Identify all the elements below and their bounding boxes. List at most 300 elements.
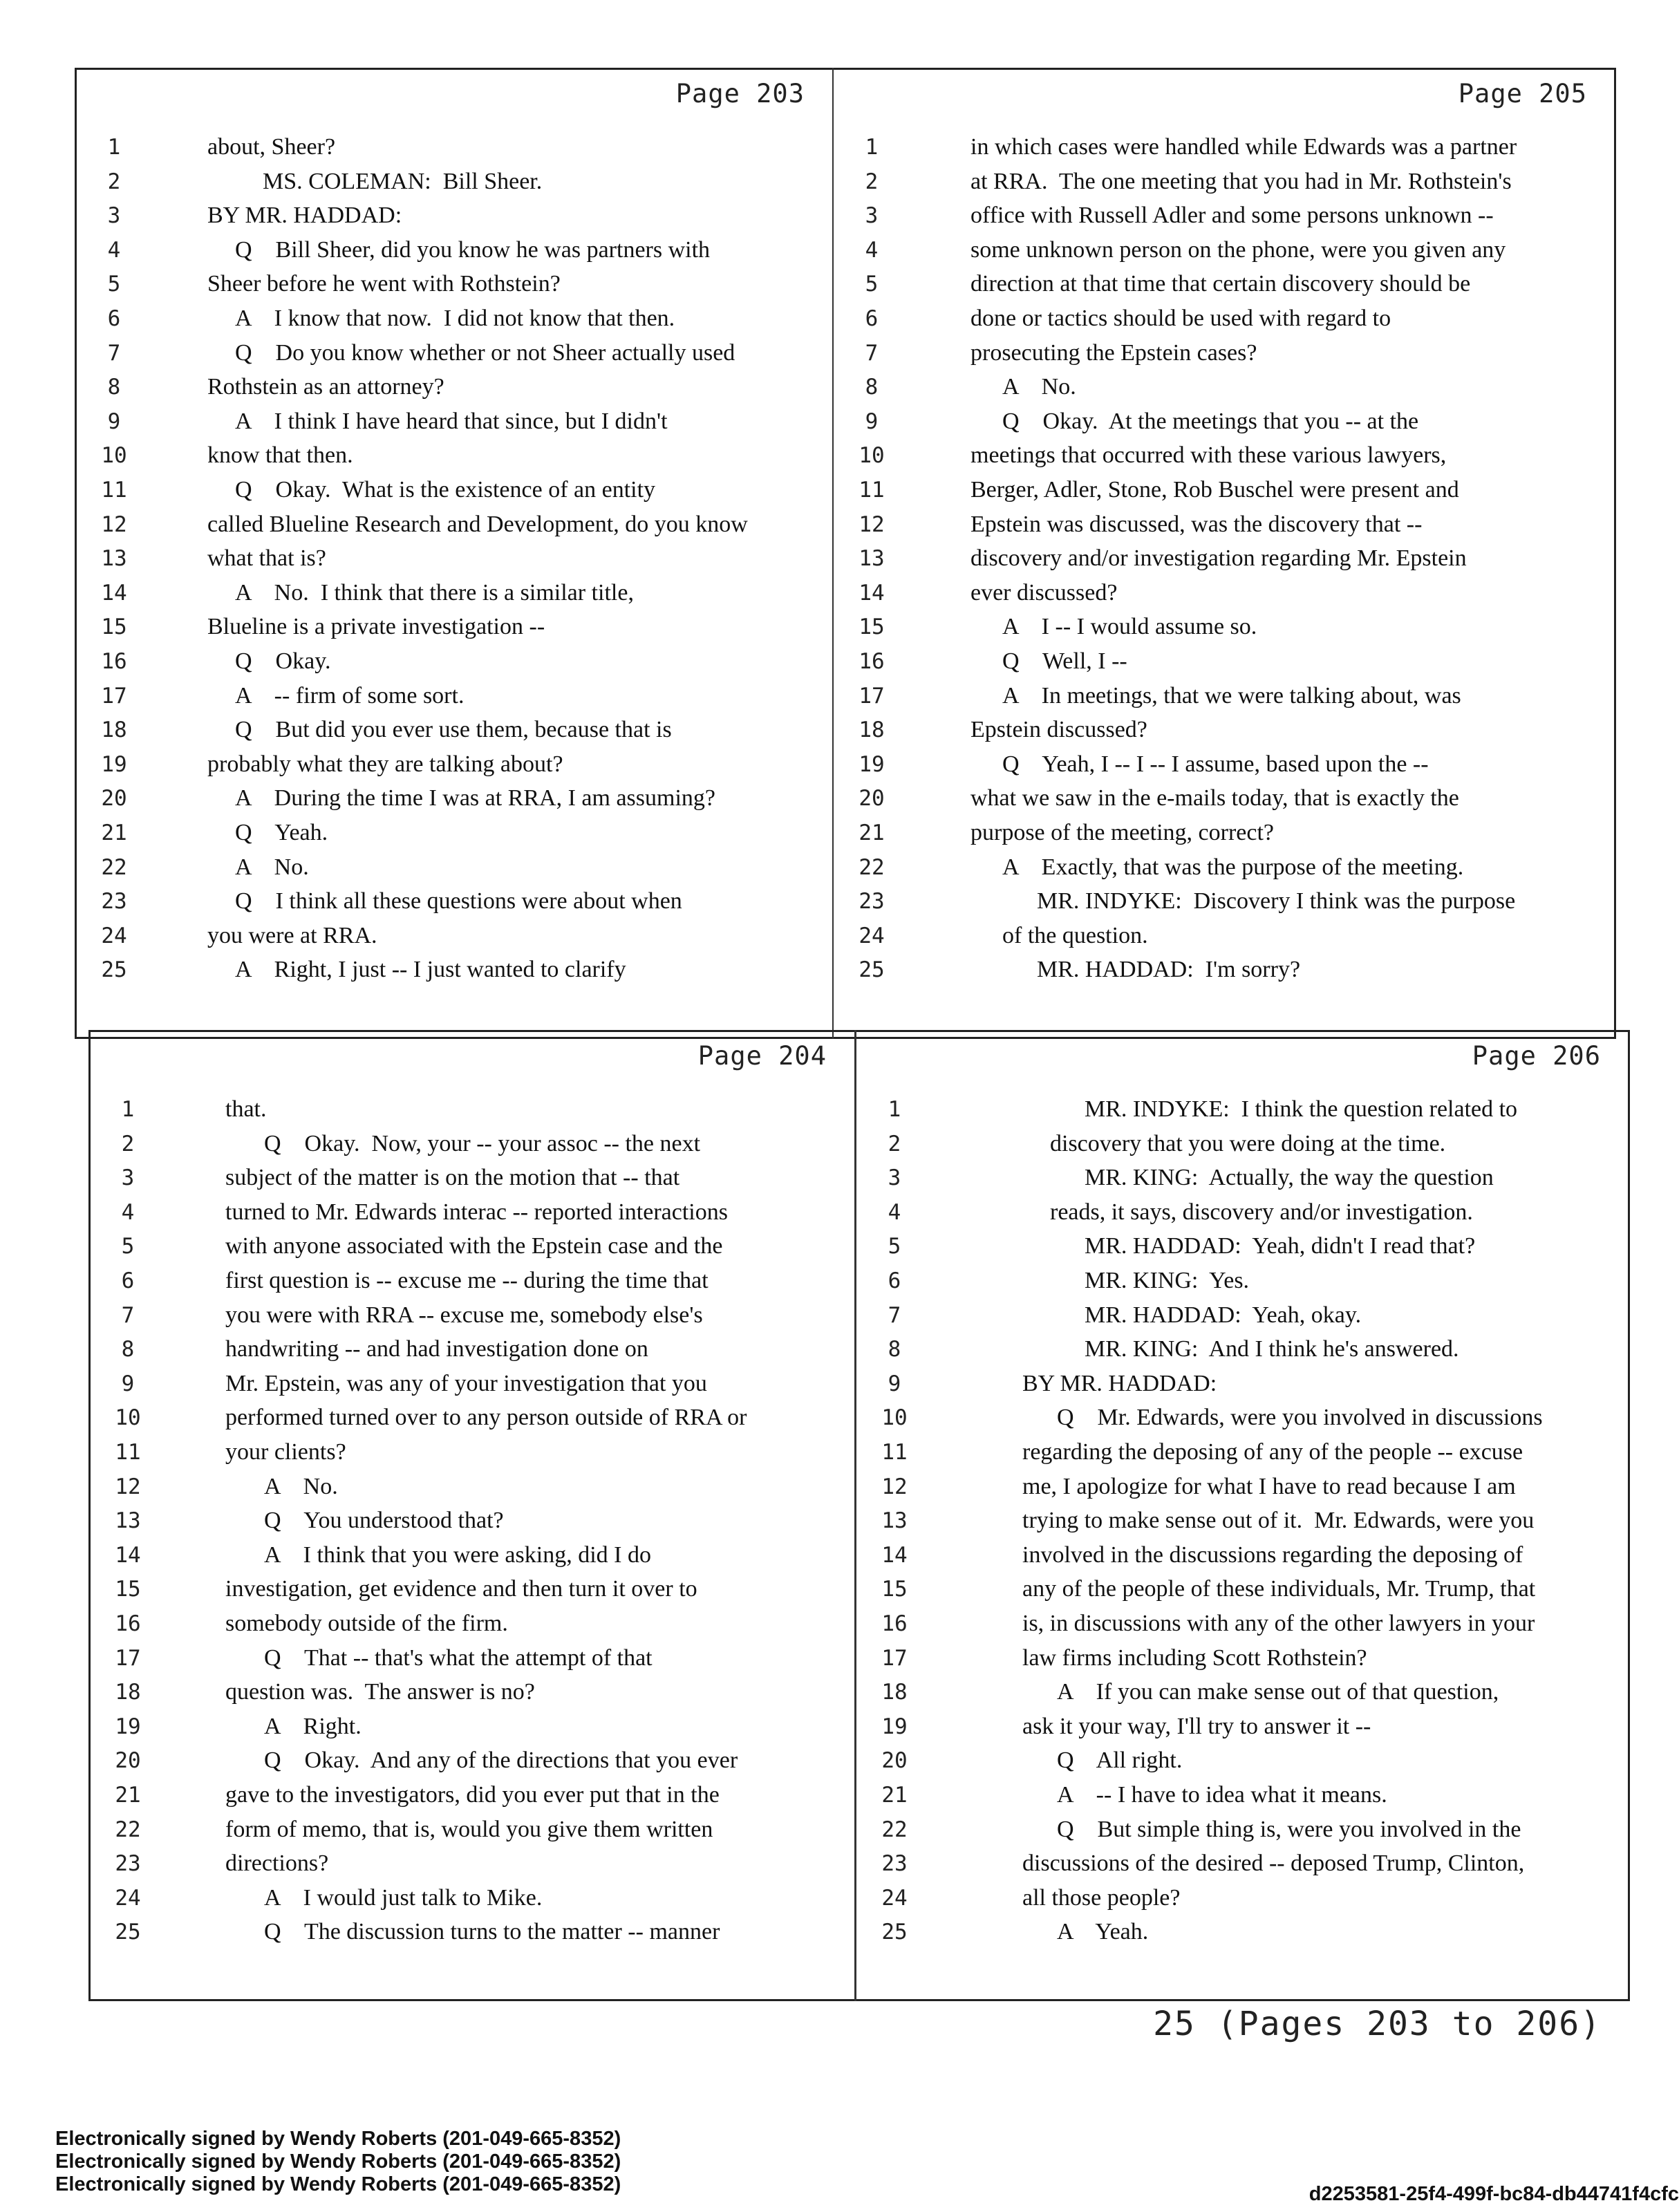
line-text: A -- firm of some sort. bbox=[235, 682, 465, 709]
line-text: in which cases were handled while Edwards was a partner bbox=[970, 134, 1517, 160]
transcript-line bbox=[856, 1400, 1629, 1435]
transcript-line bbox=[856, 1298, 1629, 1333]
line-text: Q Okay. At the meetings that you -- at the bbox=[1002, 408, 1419, 434]
line-text: prosecuting the Epstein cases? bbox=[970, 339, 1257, 366]
line-number: 4 bbox=[121, 1199, 135, 1225]
transcript-line bbox=[90, 1915, 854, 1949]
transcript-line bbox=[834, 747, 1615, 782]
line-number: 11 bbox=[881, 1440, 908, 1465]
transcript-line bbox=[834, 781, 1615, 816]
line-number: 20 bbox=[115, 1748, 141, 1774]
line-text: Q But did you ever use them, because that is bbox=[235, 717, 672, 743]
line-text: A During the time I was at RRA, I am assuming? bbox=[235, 785, 716, 812]
line-number: 8 bbox=[865, 375, 879, 400]
line-text: purpose of the meeting, correct? bbox=[970, 820, 1274, 845]
line-text: A Exactly, that was the purpose of the meeting. bbox=[1002, 854, 1464, 880]
line-text: probably what they are talking about? bbox=[207, 751, 563, 777]
line-text: A I -- I would assume so. bbox=[1002, 614, 1257, 640]
line-number: 15 bbox=[115, 1577, 141, 1602]
line-text: Q Mr. Edwards, were you involved in discussions bbox=[1057, 1405, 1543, 1431]
line-text: Q Bill Sheer, did you know he was partners with bbox=[235, 236, 711, 263]
line-text: reads, it says, discovery and/or investigation. bbox=[1050, 1199, 1473, 1225]
signature-line: Electronically signed by Wendy Roberts (201-049-665-8352) bbox=[55, 2128, 621, 2150]
line-number: 14 bbox=[859, 580, 885, 606]
line-number: 2 bbox=[865, 169, 879, 194]
line-number: 19 bbox=[859, 751, 885, 777]
transcript-line bbox=[834, 919, 1615, 953]
line-number: 4 bbox=[865, 237, 879, 263]
line-number: 18 bbox=[859, 718, 885, 743]
line-number: 25 bbox=[115, 1920, 141, 1945]
line-text: Epstein was discussed, was the discovery that -- bbox=[970, 511, 1423, 537]
line-number: 3 bbox=[888, 1165, 901, 1191]
line-text: question was. The answer is no? bbox=[225, 1679, 535, 1705]
transcript-line bbox=[76, 850, 832, 885]
transcript-line bbox=[76, 781, 832, 816]
line-text: regarding the deposing of any of the people -- excuse bbox=[1022, 1439, 1523, 1465]
transcript-line bbox=[856, 1812, 1629, 1847]
line-text: trying to make sense out of it. Mr. Edwards, were you bbox=[1022, 1508, 1535, 1534]
line-text: BY MR. HADDAD: bbox=[207, 203, 402, 229]
line-number: 13 bbox=[115, 1508, 141, 1534]
transcript-line bbox=[834, 541, 1615, 576]
line-number: 3 bbox=[107, 203, 121, 229]
page-number-label: Page 205 bbox=[1458, 79, 1587, 109]
transcript-line bbox=[90, 1572, 854, 1606]
signature-line: Electronically signed by Wendy Roberts (201-049-665-8352) bbox=[55, 2150, 621, 2173]
transcript-line bbox=[76, 679, 832, 713]
line-number: 10 bbox=[859, 443, 885, 469]
transcript-line bbox=[76, 130, 832, 165]
line-number: 24 bbox=[115, 1885, 141, 1911]
transcript-line bbox=[76, 576, 832, 610]
line-text: discovery that you were doing at the time. bbox=[1050, 1130, 1446, 1156]
transcript-line bbox=[90, 1092, 854, 1127]
pages-summary: 25 (Pages 203 to 206) bbox=[1153, 2005, 1602, 2043]
line-text: A Yeah. bbox=[1057, 1919, 1149, 1945]
line-number: 10 bbox=[101, 443, 127, 469]
transcript-line bbox=[856, 1641, 1629, 1676]
line-text: Q That -- that's what the attempt of that bbox=[264, 1644, 653, 1671]
transcript-line bbox=[856, 1367, 1629, 1401]
line-text: involved in the discussions regarding the deposing of bbox=[1022, 1541, 1523, 1568]
line-number: 1 bbox=[107, 135, 121, 160]
line-text: Q The discussion turns to the matter -- manner bbox=[264, 1919, 720, 1945]
line-text: MR. HADDAD: Yeah, didn't I read that? bbox=[1085, 1233, 1476, 1259]
line-text: me, I apologize for what I have to read because I am bbox=[1022, 1473, 1516, 1499]
line-text: Blueline is a private investigation -- bbox=[207, 614, 545, 640]
transcript-line bbox=[834, 370, 1615, 404]
line-text: discovery and/or investigation regarding Mr. Epstein bbox=[970, 545, 1467, 572]
signature-line: Electronically signed by Wendy Roberts (201-049-665-8352) bbox=[55, 2173, 621, 2195]
line-number: 1 bbox=[121, 1097, 135, 1122]
line-text: MR. KING: Yes. bbox=[1085, 1268, 1250, 1293]
transcript-line bbox=[90, 1675, 854, 1709]
line-number: 8 bbox=[121, 1337, 135, 1362]
line-text: Q I think all these questions were about when bbox=[235, 888, 682, 915]
line-text: A -- I have to idea what it means. bbox=[1057, 1782, 1387, 1808]
transcript-line bbox=[856, 1332, 1629, 1367]
transcript-line bbox=[856, 1538, 1629, 1573]
line-text: know that then. bbox=[207, 442, 353, 469]
transcript-line bbox=[856, 1915, 1629, 1949]
line-text: your clients? bbox=[225, 1439, 346, 1465]
line-text: of the question. bbox=[1002, 922, 1148, 948]
line-text: law firms including Scott Rothstein? bbox=[1022, 1644, 1367, 1671]
line-text: that. bbox=[225, 1096, 267, 1122]
line-number: 22 bbox=[859, 854, 885, 880]
panel-page-203 bbox=[76, 69, 832, 1037]
transcript-line bbox=[834, 165, 1615, 199]
line-number: 6 bbox=[888, 1268, 901, 1293]
transcript-line bbox=[834, 576, 1615, 610]
transcript-line bbox=[834, 507, 1615, 542]
line-text: BY MR. HADDAD: bbox=[1022, 1370, 1217, 1396]
transcript-line bbox=[76, 507, 832, 542]
transcript-line bbox=[90, 1264, 854, 1298]
page-number-label: Page 203 bbox=[675, 79, 805, 109]
line-text: MR. HADDAD: I'm sorry? bbox=[1037, 957, 1301, 983]
line-text: Q Yeah, I -- I -- I assume, based upon the -- bbox=[1002, 751, 1429, 777]
line-text: investigation, get evidence and then turn it over to bbox=[225, 1576, 697, 1602]
line-text: Q You understood that? bbox=[264, 1508, 504, 1534]
line-text: meetings that occurred with these various lawyers, bbox=[970, 442, 1447, 469]
line-number: 7 bbox=[107, 340, 121, 366]
line-text: Mr. Epstein, was any of your investigation that you bbox=[225, 1370, 707, 1396]
line-number: 11 bbox=[101, 478, 127, 503]
document-hash: d2253581-25f4-499f-bc84-db44741f4cfc bbox=[1309, 2183, 1679, 2205]
panel-page-206 bbox=[856, 1031, 1629, 1999]
line-text: MR. KING: Actually, the way the question bbox=[1085, 1165, 1494, 1191]
line-text: subject of the matter is on the motion that -- that bbox=[225, 1165, 680, 1191]
transcript-line bbox=[856, 1435, 1629, 1470]
transcript-line bbox=[834, 233, 1615, 268]
transcript-line bbox=[76, 198, 832, 233]
line-text: Rothstein as an attorney? bbox=[207, 374, 444, 400]
line-number: 6 bbox=[865, 306, 879, 331]
transcript-line bbox=[76, 336, 832, 371]
line-text: direction at that time that certain discovery should be bbox=[970, 271, 1471, 297]
transcript-line bbox=[90, 1846, 854, 1881]
line-text: office with Russell Adler and some persons unknown -- bbox=[970, 203, 1494, 229]
line-text: Q Yeah. bbox=[235, 820, 328, 845]
page-number-label: Page 204 bbox=[697, 1041, 827, 1071]
line-number: 23 bbox=[115, 1851, 141, 1877]
line-number: 2 bbox=[888, 1131, 901, 1156]
line-text: Epstein discussed? bbox=[970, 717, 1147, 743]
transcript-line bbox=[76, 404, 832, 439]
line-number: 23 bbox=[859, 889, 885, 915]
transcript-line bbox=[90, 1538, 854, 1573]
line-number: 9 bbox=[121, 1371, 135, 1396]
line-text: A In meetings, that we were talking about, was bbox=[1002, 682, 1461, 709]
line-number: 22 bbox=[881, 1817, 908, 1842]
line-number: 25 bbox=[881, 1920, 908, 1945]
transcript-line bbox=[76, 919, 832, 953]
line-number: 5 bbox=[888, 1234, 901, 1259]
line-number: 18 bbox=[881, 1680, 908, 1705]
line-text: MR. INDYKE: I think the question related to bbox=[1085, 1096, 1518, 1122]
line-number: 2 bbox=[107, 169, 121, 194]
transcript-line bbox=[76, 370, 832, 404]
line-number: 24 bbox=[101, 923, 127, 948]
transcript-line bbox=[856, 1881, 1629, 1915]
line-number: 15 bbox=[859, 615, 885, 640]
line-number: 23 bbox=[881, 1851, 908, 1877]
page-number-label: Page 206 bbox=[1472, 1041, 1601, 1071]
line-number: 6 bbox=[121, 1268, 135, 1293]
line-number: 4 bbox=[107, 237, 121, 263]
line-text: Q Well, I -- bbox=[1002, 648, 1127, 674]
transcript-line bbox=[90, 1435, 854, 1470]
line-number: 19 bbox=[881, 1714, 908, 1739]
transcript-line bbox=[76, 713, 832, 747]
line-number: 22 bbox=[115, 1817, 141, 1842]
line-text: Sheer before he went with Rothstein? bbox=[207, 271, 561, 297]
line-text: A No. I think that there is a similar title, bbox=[235, 579, 634, 606]
transcript-line bbox=[90, 1470, 854, 1504]
transcript-line bbox=[856, 1743, 1629, 1778]
transcript-line bbox=[90, 1778, 854, 1812]
line-number: 17 bbox=[101, 683, 127, 709]
transcript-line bbox=[90, 1606, 854, 1641]
line-number: 4 bbox=[888, 1199, 901, 1225]
line-number: 16 bbox=[859, 649, 885, 674]
transcript-line bbox=[90, 1298, 854, 1333]
line-text: directions? bbox=[225, 1850, 329, 1877]
line-number: 8 bbox=[107, 375, 121, 400]
transcript-line bbox=[834, 198, 1615, 233]
line-text: about, Sheer? bbox=[207, 134, 336, 160]
line-number: 13 bbox=[101, 546, 127, 572]
line-text: discussions of the desired -- deposed Trump, Clinton, bbox=[1022, 1850, 1525, 1877]
transcript-line bbox=[856, 1127, 1629, 1161]
transcript-line bbox=[76, 541, 832, 576]
transcript-line bbox=[90, 1881, 854, 1915]
transcript-line bbox=[834, 336, 1615, 371]
line-text: first question is -- excuse me -- during the time that bbox=[225, 1268, 709, 1293]
line-text: MR. INDYKE: Discovery I think was the purpose bbox=[1037, 888, 1516, 915]
transcript-line bbox=[834, 644, 1615, 679]
transcript-line bbox=[90, 1367, 854, 1401]
line-number: 17 bbox=[115, 1645, 141, 1671]
line-text: ever discussed? bbox=[970, 579, 1118, 606]
transcript-line bbox=[856, 1229, 1629, 1264]
line-number: 17 bbox=[859, 683, 885, 709]
line-number: 16 bbox=[115, 1611, 141, 1636]
transcript-line bbox=[90, 1812, 854, 1847]
line-number: 7 bbox=[121, 1302, 135, 1328]
transcript-line bbox=[834, 130, 1615, 165]
transcript-line bbox=[856, 1778, 1629, 1812]
line-text: gave to the investigators, did you ever put that in the bbox=[225, 1782, 720, 1808]
line-number: 19 bbox=[115, 1714, 141, 1739]
line-text: Q Okay. Now, your -- your assoc -- the next bbox=[264, 1130, 701, 1156]
line-text: is, in discussions with any of the other lawyers in your bbox=[1022, 1611, 1535, 1636]
line-number: 7 bbox=[888, 1302, 901, 1328]
transcript-line bbox=[90, 1400, 854, 1435]
line-number: 22 bbox=[101, 854, 127, 880]
line-text: what that is? bbox=[207, 545, 326, 572]
line-number: 13 bbox=[881, 1508, 908, 1534]
line-number: 19 bbox=[101, 751, 127, 777]
line-number: 21 bbox=[101, 821, 127, 845]
line-text: called Blueline Research and Development, do you know bbox=[207, 511, 748, 537]
line-number: 12 bbox=[859, 512, 885, 537]
transcript-line bbox=[90, 1127, 854, 1161]
transcript-line bbox=[76, 165, 832, 199]
line-number: 1 bbox=[865, 135, 879, 160]
line-text: Q All right. bbox=[1057, 1747, 1183, 1774]
transcript-line bbox=[834, 301, 1615, 336]
line-number: 23 bbox=[101, 889, 127, 915]
transcript-line bbox=[90, 1332, 854, 1367]
panel-page-204 bbox=[90, 1031, 854, 1999]
transcript-line bbox=[834, 267, 1615, 301]
line-number: 12 bbox=[115, 1474, 141, 1499]
transcript-line bbox=[76, 816, 832, 850]
line-number: 24 bbox=[881, 1885, 908, 1911]
line-number: 18 bbox=[101, 718, 127, 743]
transcript-line bbox=[856, 1572, 1629, 1606]
transcript-line bbox=[834, 404, 1615, 439]
line-text: at RRA. The one meeting that you had in Mr. Rothstein's bbox=[970, 168, 1512, 194]
line-text: A If you can make sense out of that question, bbox=[1057, 1679, 1499, 1705]
line-number: 13 bbox=[859, 546, 885, 572]
line-number: 14 bbox=[881, 1542, 908, 1568]
transcript-line bbox=[834, 473, 1615, 507]
line-number: 12 bbox=[881, 1474, 908, 1499]
transcript-line bbox=[834, 850, 1615, 885]
line-number: 12 bbox=[101, 512, 127, 537]
line-text: Q Okay. And any of the directions that you ever bbox=[264, 1747, 738, 1774]
line-text: done or tactics should be used with regard to bbox=[970, 306, 1391, 331]
transcript-line bbox=[76, 953, 832, 987]
transcript-line bbox=[90, 1195, 854, 1230]
transcript-line bbox=[90, 1503, 854, 1538]
line-text: A No. bbox=[264, 1473, 338, 1499]
line-number: 5 bbox=[865, 272, 879, 297]
line-number: 5 bbox=[121, 1234, 135, 1259]
line-number: 7 bbox=[865, 340, 879, 366]
line-number: 18 bbox=[115, 1680, 141, 1705]
line-text: Q But simple thing is, were you involved in the bbox=[1057, 1816, 1521, 1842]
line-number: 16 bbox=[881, 1611, 908, 1636]
line-text: Q Okay. bbox=[235, 648, 331, 674]
transcript-line bbox=[90, 1641, 854, 1676]
line-number: 9 bbox=[888, 1371, 901, 1396]
line-number: 16 bbox=[101, 649, 127, 674]
line-number: 17 bbox=[881, 1645, 908, 1671]
transcript-line bbox=[856, 1470, 1629, 1504]
line-text: handwriting -- and had investigation done on bbox=[225, 1336, 648, 1362]
line-text: you were with RRA -- excuse me, somebody else's bbox=[225, 1302, 703, 1328]
transcript-line bbox=[90, 1709, 854, 1744]
line-number: 20 bbox=[101, 786, 127, 812]
transcript-line bbox=[76, 473, 832, 507]
line-text: A I think I have heard that since, but I didn't bbox=[235, 408, 668, 434]
line-text: Berger, Adler, Stone, Rob Buschel were present and bbox=[970, 477, 1459, 503]
line-number: 15 bbox=[101, 615, 127, 640]
line-text: with anyone associated with the Epstein case and the bbox=[225, 1233, 723, 1259]
transcript-line bbox=[856, 1846, 1629, 1881]
line-text: ask it your way, I'll try to answer it -- bbox=[1022, 1713, 1371, 1739]
transcript-line bbox=[834, 679, 1615, 713]
transcript-line bbox=[76, 301, 832, 336]
transcript-line bbox=[76, 644, 832, 679]
line-text: MR. HADDAD: Yeah, okay. bbox=[1085, 1302, 1362, 1328]
transcript-line bbox=[90, 1161, 854, 1195]
line-number: 25 bbox=[101, 957, 127, 983]
line-text: Q Do you know whether or not Sheer actually used bbox=[235, 339, 735, 366]
panel-page-205 bbox=[834, 69, 1615, 1037]
line-number: 10 bbox=[881, 1405, 908, 1431]
line-number: 3 bbox=[121, 1165, 135, 1191]
line-text: any of the people of these individuals, Mr. Trump, that bbox=[1022, 1576, 1536, 1602]
transcript-line bbox=[856, 1161, 1629, 1195]
line-number: 21 bbox=[881, 1783, 908, 1808]
transcript-line bbox=[76, 233, 832, 268]
line-text: A I think that you were asking, did I do bbox=[264, 1541, 651, 1568]
transcript-line bbox=[834, 953, 1615, 987]
transcript-line bbox=[834, 713, 1615, 747]
line-number: 25 bbox=[859, 957, 885, 983]
line-number: 21 bbox=[859, 821, 885, 845]
line-text: all those people? bbox=[1022, 1884, 1181, 1911]
transcript-line bbox=[856, 1195, 1629, 1230]
line-text: A I know that now. I did not know that then. bbox=[235, 306, 675, 331]
transcript-line bbox=[90, 1743, 854, 1778]
transcript-line bbox=[76, 267, 832, 301]
line-number: 9 bbox=[107, 409, 121, 434]
transcript-line bbox=[834, 816, 1615, 850]
transcript-line bbox=[76, 884, 832, 919]
transcript-line bbox=[856, 1675, 1629, 1709]
line-text: A Right. bbox=[264, 1713, 362, 1739]
transcript-line bbox=[856, 1709, 1629, 1744]
line-text: A No. bbox=[1002, 374, 1076, 400]
transcript-line bbox=[76, 438, 832, 473]
line-text: A I would just talk to Mike. bbox=[264, 1884, 543, 1911]
line-text: Q Okay. What is the existence of an entity bbox=[235, 477, 656, 503]
line-text: A Right, I just -- I just wanted to clarify bbox=[235, 957, 626, 983]
transcript-line bbox=[834, 610, 1615, 644]
line-text: you were at RRA. bbox=[207, 922, 377, 948]
line-number: 21 bbox=[115, 1783, 141, 1808]
transcript-line bbox=[834, 438, 1615, 473]
line-number: 3 bbox=[865, 203, 879, 229]
transcript-line bbox=[856, 1503, 1629, 1538]
line-text: performed turned over to any person outside of RRA or bbox=[225, 1405, 747, 1431]
line-number: 11 bbox=[859, 478, 885, 503]
line-number: 2 bbox=[121, 1131, 135, 1156]
line-number: 14 bbox=[101, 580, 127, 606]
line-number: 24 bbox=[859, 923, 885, 948]
line-text: MS. COLEMAN: Bill Sheer. bbox=[263, 168, 543, 194]
line-number: 20 bbox=[881, 1748, 908, 1774]
transcript-line bbox=[856, 1092, 1629, 1127]
transcript-line bbox=[856, 1264, 1629, 1298]
line-text: what we saw in the e-mails today, that is exactly the bbox=[970, 785, 1459, 812]
transcript-line bbox=[76, 747, 832, 782]
line-text: MR. KING: And I think he's answered. bbox=[1085, 1336, 1459, 1362]
transcript-line bbox=[90, 1229, 854, 1264]
line-number: 20 bbox=[859, 786, 885, 812]
line-number: 14 bbox=[115, 1542, 141, 1568]
line-number: 10 bbox=[115, 1405, 141, 1431]
line-text: some unknown person on the phone, were you given any bbox=[970, 236, 1506, 263]
line-number: 8 bbox=[888, 1337, 901, 1362]
